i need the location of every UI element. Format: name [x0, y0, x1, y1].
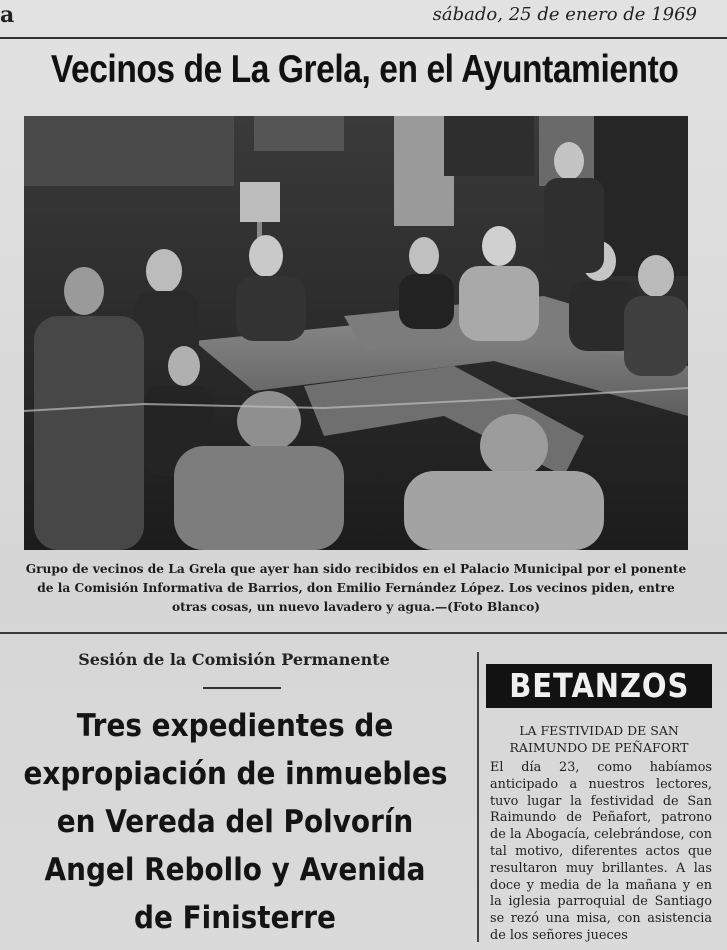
article-headline	[0, 702, 470, 942]
sidebar-title: LA FESTIVIDAD DE SAN RAIMUNDO DE PEÑAFORT	[509, 723, 689, 755]
sidebar-body: El día 23, como habíamos anticipado a nuestros lectores, tuvo lugar la festividad de San Raimundo de Peñafort, patrono de la Abogacía, celebrándose, con tal motivo, diferentes actos que resultaron muy brillantes. A las doce y media de la mañana y en la iglesia parroquial de Santiago se rezó una misa, con asistencia de los señores jueces	[490, 760, 712, 943]
section-divider	[0, 632, 727, 634]
headline-line: de Finisterre	[134, 900, 336, 936]
headline-line: Angel Rebollo y Avenida	[44, 852, 426, 888]
top-divider	[0, 37, 727, 39]
torn-edge-letter: a	[0, 2, 15, 28]
main-headline: Vecinos de La Grela, en el Ayuntamiento	[50, 48, 679, 91]
headline-line: en Vereda del Polvorín	[56, 804, 414, 840]
banner-label: BETANZOS	[508, 666, 690, 705]
section-banner	[486, 664, 712, 708]
kicker-rule	[203, 687, 281, 689]
headline-line: expropiación de inmuebles	[23, 756, 448, 792]
photo-caption: Grupo de vecinos de La Grela que ayer han sido recibidos en el Palacio Municipal por el ponente de la Comisión Informativa de Barrios, don Emilio Fernández López. Los vecinos piden, entre otras cosas, un nuevo lavadero y agua.—(Foto Blanco)	[25, 562, 687, 614]
headline-line: Tres expedientes de	[76, 708, 394, 744]
column-divider	[477, 652, 479, 942]
article-kicker: Sesión de la Comisión Permanente	[78, 650, 390, 669]
meeting-photo	[24, 116, 688, 550]
dateline: sábado, 25 de enero de 1969	[432, 4, 697, 25]
